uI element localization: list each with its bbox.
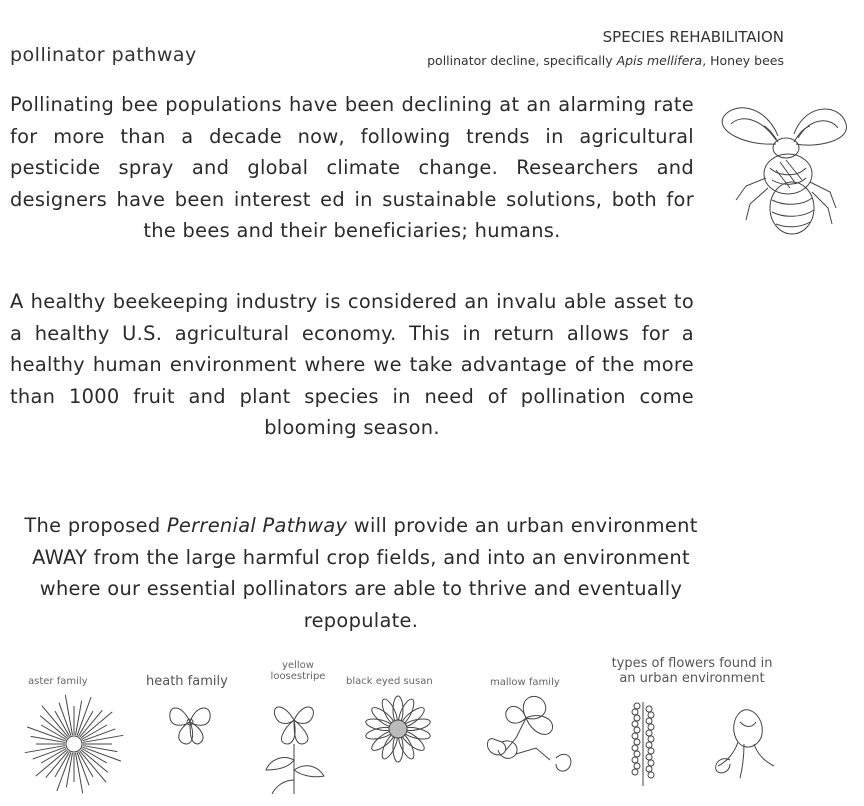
aster-flower-icon — [18, 690, 130, 796]
label-aster-family: aster family — [28, 676, 88, 687]
label-yellow-loosestrife — [262, 660, 334, 682]
species-name: Apis mellifera — [616, 53, 703, 68]
heath-flower-icon — [160, 694, 220, 750]
label-urban-flowers — [592, 656, 792, 686]
label-mallow-family: mallow family — [490, 677, 560, 688]
proposal-text-end: will provide an urban environment AWAY from the large harmful crop fields, and into an environment where our essential pollinators are able to thrive and eventually repopulate. — [32, 514, 698, 632]
label-loosestrife-line1: yellow — [282, 660, 314, 671]
loosestrife-flower-icon — [252, 690, 336, 798]
subtitle-text: pollinator decline, specifically — [427, 53, 617, 68]
urban-flower-icon — [618, 692, 668, 788]
page-title: pollinator pathway — [10, 44, 197, 66]
label-heath-family: heath family — [146, 674, 228, 689]
proposal-name: Perrenial Pathway — [166, 514, 348, 537]
paragraph-proposal — [10, 510, 712, 636]
paragraph-decline: Pollinating bee populations have been declining at an alarming rate for more than a decade now, following trends in agricultural pesticide spray and global climate change. Researchers and designers have been interest ed in sustainable solutions, both for the bees and their beneficiaries; humans. — [10, 93, 694, 242]
label-loosestrife-line2: loosestripe — [270, 671, 326, 682]
black-eyed-susan-icon — [350, 694, 446, 764]
label-black-eyed-susan: black eyed susan — [346, 676, 433, 687]
section-title: SPECIES REHABILITAION — [602, 28, 784, 46]
urban-flower-icon-2 — [704, 700, 784, 780]
subtitle-text-end: , Honey bees — [702, 53, 784, 68]
section-subtitle — [427, 53, 784, 68]
label-urban-line1: types of flowers found in — [611, 656, 773, 671]
mallow-flower-icon — [476, 688, 580, 780]
paragraph-industry: A healthy beekeeping industry is considered an invalu able asset to a healthy U.S. agricultural economy. This in return allows for a healthy human environment where we take advantage of the more than 1000 fruit and plant species in need of pollination come blooming season. — [10, 290, 694, 439]
label-urban-line2: an urban environment — [619, 671, 765, 686]
proposal-text: The proposed — [24, 514, 167, 537]
honey-bee-sketch-icon — [706, 96, 856, 244]
